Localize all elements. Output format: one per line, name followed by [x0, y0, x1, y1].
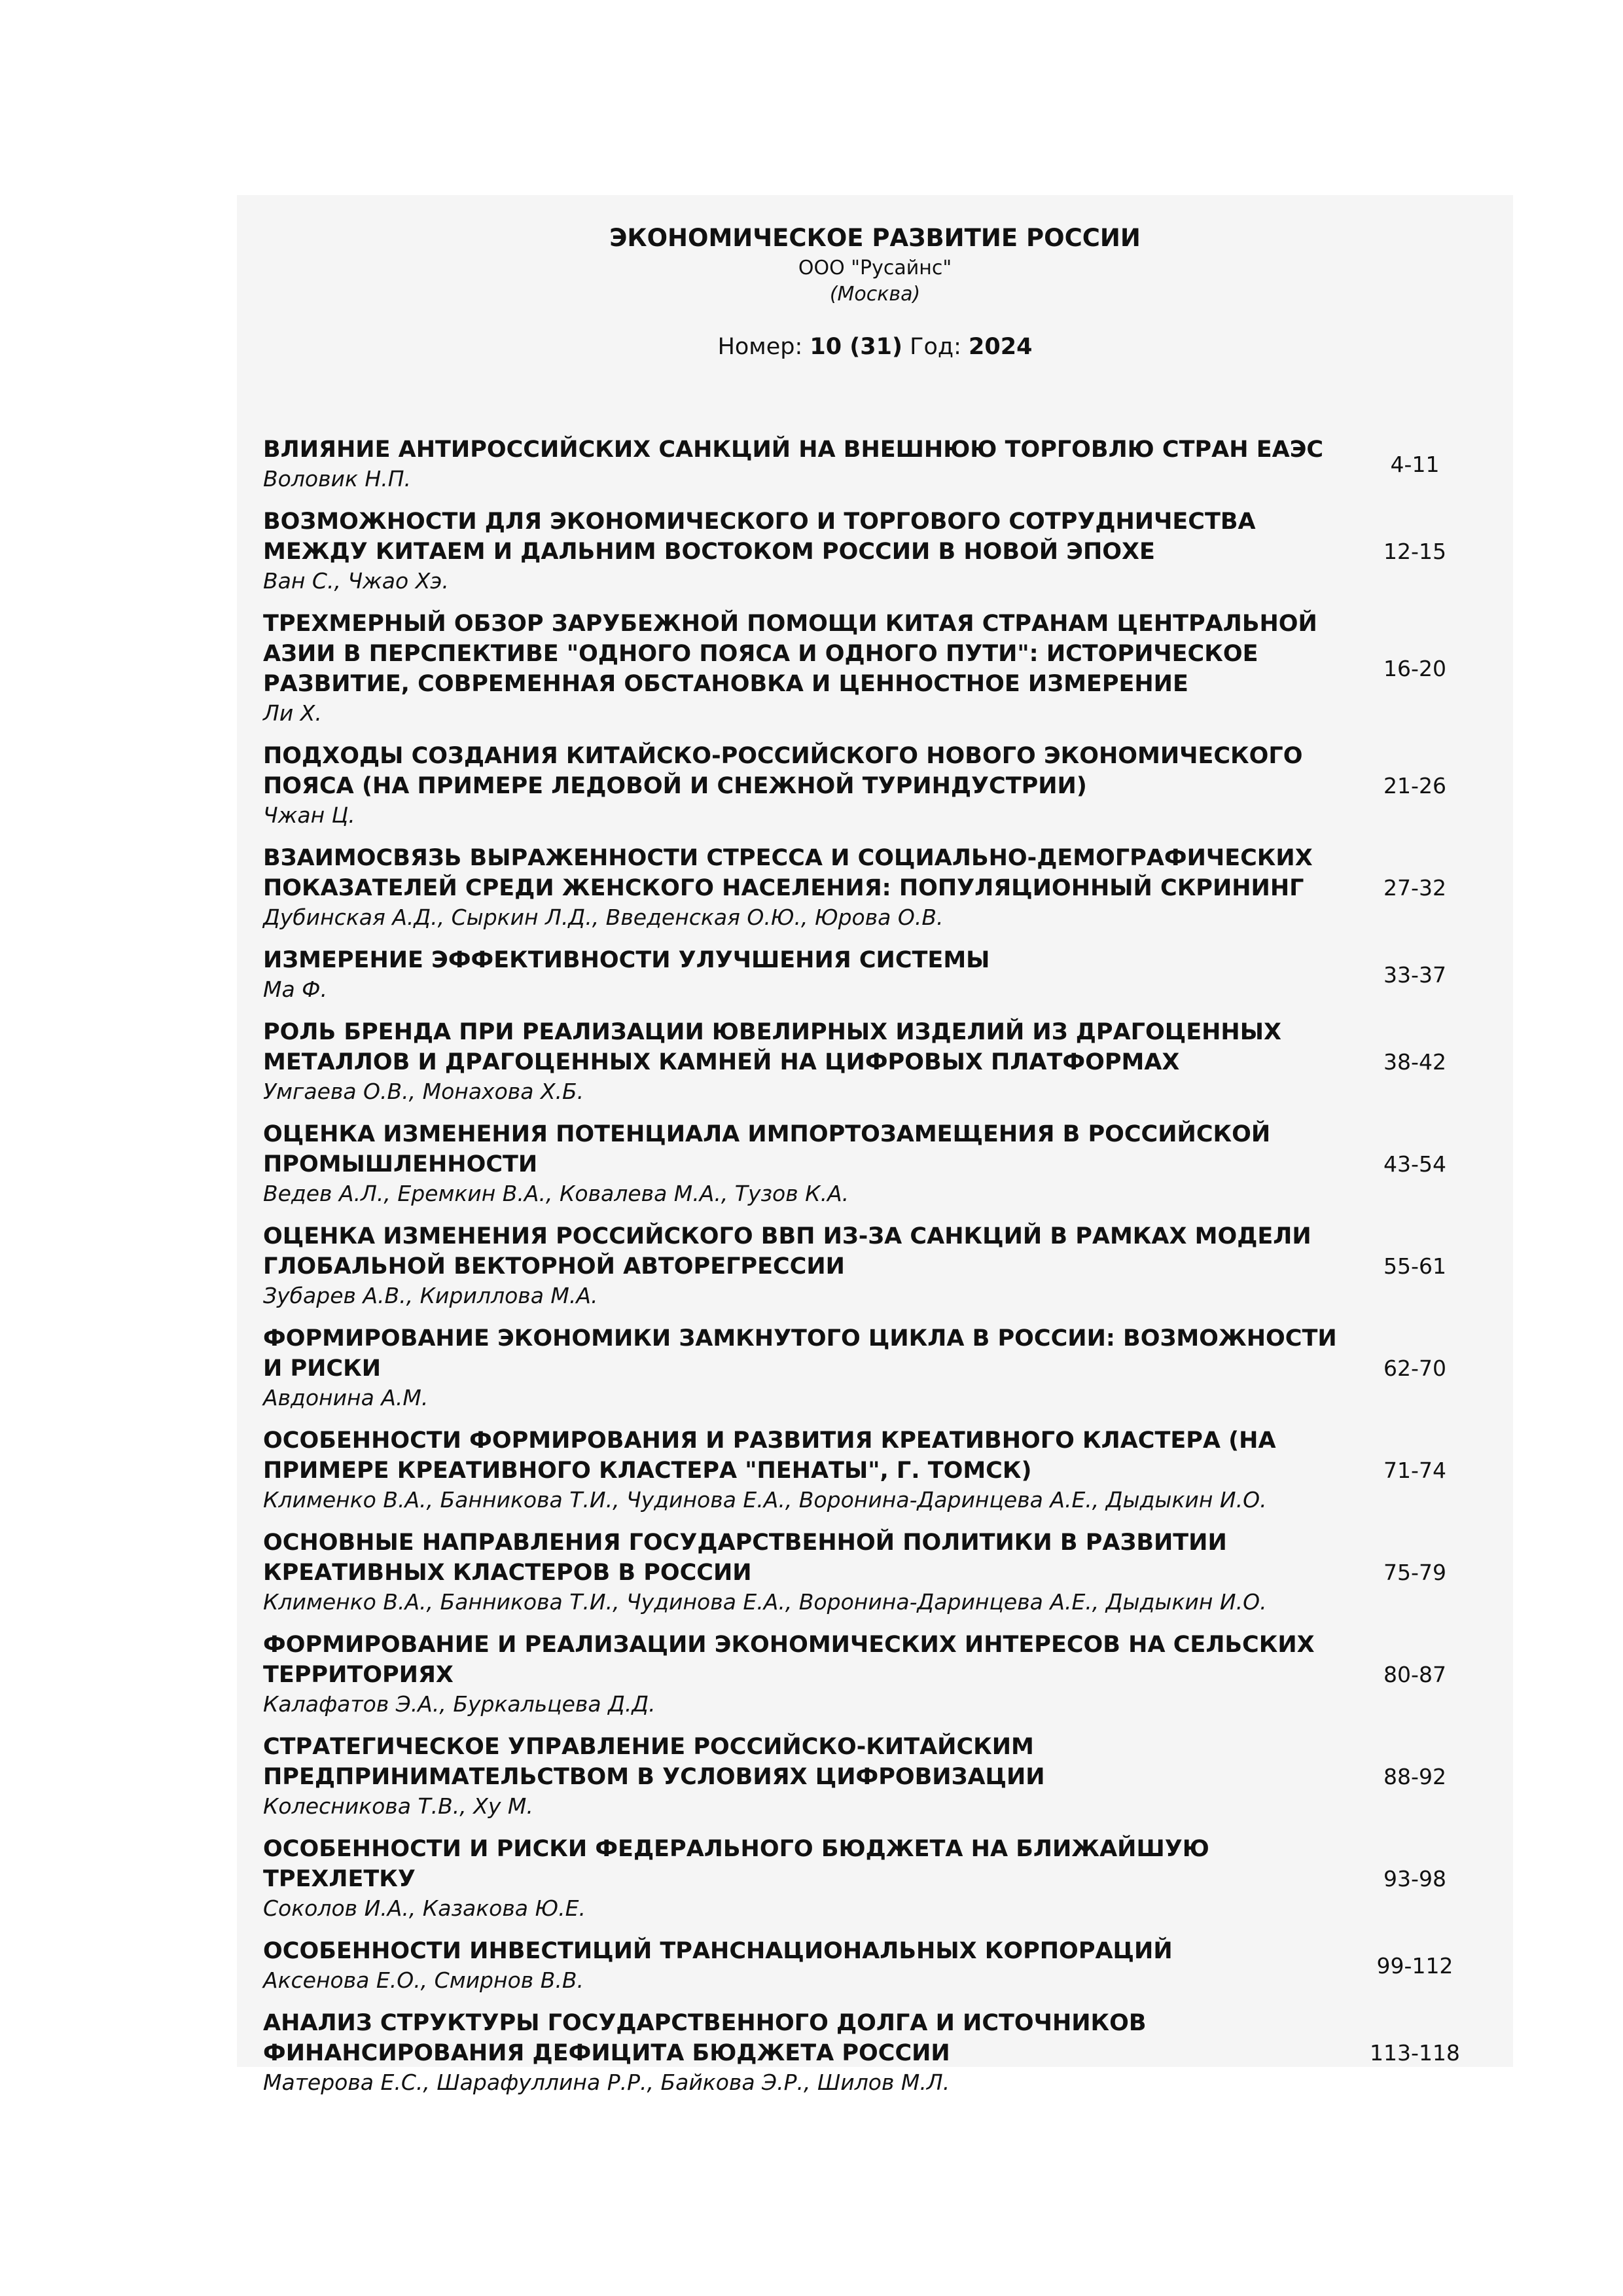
article-pages: 62-70 — [1383, 1355, 1446, 1381]
article-title[interactable]: ВЛИЯНИЕ АНТИРОССИЙСКИХ САНКЦИЙ НА ВНЕШНЮЮ ТОРГОВЛЮ СТРАН ЕАЭС — [263, 437, 1324, 463]
article-authors: Зубарев А.В., Кириллова М.А. — [263, 1283, 598, 1308]
article-title[interactable]: ТРЕХМЕРНЫЙ ОБЗОР ЗАРУБЕЖНОЙ ПОМОЩИ КИТАЯ СТРАНАМ ЦЕНТРАЛЬНОЙ АЗИИ В ПЕРСПЕКТИВЕ "ОДНОГО ПОЯСА И ОДНОГО ПУТИ": ИСТОРИЧЕСКОЕ РАЗВИТИЕ, СОВРЕМЕННАЯ ОБСТАНОВКА И ЦЕННОСТНОЕ ИЗМЕРЕНИЕ — [263, 611, 1317, 697]
article-authors: Колесникова Т.В., Ху М. — [263, 1793, 533, 1819]
article-authors: Аксенова Е.О., Смирнов В.В. — [263, 1967, 584, 1993]
article-pages: 27-32 — [1383, 874, 1446, 901]
article-authors: Авдонина А.М. — [263, 1385, 429, 1410]
article-pages: 16-20 — [1383, 655, 1446, 681]
article-authors: Калафатов Э.А., Буркальцева Д.Д. — [263, 1691, 656, 1717]
article-title[interactable]: ФОРМИРОВАНИЕ ЭКОНОМИКИ ЗАМКНУТОГО ЦИКЛА В РОССИИ: ВОЗМОЖНОСТИ И РИСКИ — [263, 1325, 1337, 1382]
issue-info — [237, 332, 1513, 361]
article-authors: Ли Х. — [263, 700, 322, 726]
article-pages: 33-37 — [1383, 961, 1446, 988]
article-pages: 4-11 — [1390, 451, 1440, 477]
toc-entry — [263, 2008, 1500, 2097]
article-authors: Дубинская А.Д., Сыркин Л.Д., Введенская О.Ю., Юрова О.В. — [263, 905, 944, 930]
article-title[interactable]: ОСНОВНЫЕ НАПРАВЛЕНИЯ ГОСУДАРСТВЕННОЙ ПОЛИТИКИ В РАЗВИТИИ КРЕАТИВНЫХ КЛАСТЕРОВ В РОССИИ — [263, 1530, 1227, 1586]
issue-number: 10 (31) — [810, 334, 902, 360]
year-label: Год: — [910, 334, 961, 360]
article-title[interactable]: АНАЛИЗ СТРУКТУРЫ ГОСУДАРСТВЕННОГО ДОЛГА И ИСТОЧНИКОВ ФИНАНСИРОВАНИЯ ДЕФИЦИТА БЮДЖЕТА РОССИИ — [263, 2010, 1147, 2066]
article-pages: 113-118 — [1370, 2039, 1460, 2066]
article-authors: Ведев А.Л., Еремкин В.А., Ковалева М.А., Тузов К.А. — [263, 1181, 849, 1206]
article-pages: 12-15 — [1383, 538, 1446, 564]
toc-entry — [263, 843, 1500, 932]
article-pages: 43-54 — [1383, 1151, 1446, 1177]
publisher-city: (Москва) — [829, 283, 921, 306]
toc-entry — [263, 1017, 1500, 1106]
toc-entry — [263, 1936, 1500, 1995]
table-of-contents — [263, 435, 1500, 2110]
article-authors: Ма Ф. — [263, 977, 328, 1002]
toc-entry — [263, 1528, 1500, 1617]
article-pages: 93-98 — [1383, 1865, 1446, 1892]
article-title[interactable]: ВЗАИМОСВЯЗЬ ВЫРАЖЕННОСТИ СТРЕССА И СОЦИАЛЬНО-ДЕМОГРАФИЧЕСКИХ ПОКАЗАТЕЛЕЙ СРЕДИ ЖЕНСКОГО НАСЕЛЕНИЯ: ПОПУЛЯЦИОННЫЙ СКРИНИНГ — [263, 845, 1313, 901]
article-title[interactable]: ФОРМИРОВАНИЕ И РЕАЛИЗАЦИИ ЭКОНОМИЧЕСКИХ ИНТЕРЕСОВ НА СЕЛЬСКИХ ТЕРРИТОРИЯХ — [263, 1632, 1315, 1688]
toc-entry — [263, 1323, 1500, 1412]
contents-panel — [237, 195, 1513, 2095]
article-title[interactable]: ПОДХОДЫ СОЗДАНИЯ КИТАЙСКО-РОССИЙСКОГО НОВОГО ЭКОНОМИЧЕСКОГО ПОЯСА (НА ПРИМЕРЕ ЛЕДОВОЙ И СНЕЖНОЙ ТУРИНДУСТРИИ) — [263, 743, 1303, 799]
article-title[interactable]: ОЦЕНКА ИЗМЕНЕНИЯ ПОТЕНЦИАЛА ИМПОРТОЗАМЕЩЕНИЯ В РОССИЙСКОЙ ПРОМЫШЛЕННОСТИ — [263, 1121, 1271, 1177]
article-pages: 38-42 — [1383, 1049, 1446, 1075]
toc-entry — [263, 1221, 1500, 1310]
article-authors: Клименко В.А., Банникова Т.И., Чудинова Е.А., Воронина-Даринцева А.Е., Дыдыкин И.О. — [263, 1589, 1267, 1615]
article-authors: Клименко В.А., Банникова Т.И., Чудинова Е.А., Воронина-Даринцева А.Е., Дыдыкин И.О. — [263, 1487, 1267, 1513]
journal-title: ЭКОНОМИЧЕСКОЕ РАЗВИТИЕ РОССИИ — [609, 224, 1141, 252]
toc-entry — [263, 1426, 1500, 1515]
article-authors: Воловик Н.П. — [263, 466, 412, 492]
toc-entry — [263, 1630, 1500, 1719]
article-pages: 71-74 — [1383, 1457, 1446, 1483]
article-pages: 80-87 — [1383, 1661, 1446, 1687]
article-authors: Матерова Е.С., Шарафуллина Р.Р., Байкова Э.Р., Шилов М.Л. — [263, 2070, 950, 2095]
article-title[interactable]: ОСОБЕННОСТИ И РИСКИ ФЕДЕРАЛЬНОГО БЮДЖЕТА НА БЛИЖАЙШУЮ ТРЕХЛЕТКУ — [263, 1836, 1209, 1892]
toc-entry — [263, 1732, 1500, 1821]
toc-entry — [263, 435, 1500, 493]
article-title[interactable]: СТРАТЕГИЧЕСКОЕ УПРАВЛЕНИЕ РОССИЙСКО-КИТАЙСКИМ ПРЕДПРИНИМАТЕЛЬСТВОМ В УСЛОВИЯХ ЦИФРОВИЗАЦИИ — [263, 1734, 1045, 1790]
issue-label: Номер: — [717, 334, 803, 360]
toc-entry — [263, 1834, 1500, 1923]
article-title[interactable]: ВОЗМОЖНОСТИ ДЛЯ ЭКОНОМИЧЕСКОГО И ТОРГОВОГО СОТРУДНИЧЕСТВА МЕЖДУ КИТАЕМ И ДАЛЬНИМ ВОСТОКОМ РОССИИ В НОВОЙ ЭПОХЕ — [263, 509, 1256, 565]
article-title[interactable]: РОЛЬ БРЕНДА ПРИ РЕАЛИЗАЦИИ ЮВЕЛИРНЫХ ИЗДЕЛИЙ ИЗ ДРАГОЦЕННЫХ МЕТАЛЛОВ И ДРАГОЦЕННЫХ КАМНЕЙ НА ЦИФРОВЫХ ПЛАТФОРМАХ — [263, 1019, 1281, 1075]
toc-entry — [263, 507, 1500, 596]
article-authors: Чжан Ц. — [263, 802, 355, 828]
article-pages: 88-92 — [1383, 1763, 1446, 1789]
toc-entry — [263, 1119, 1500, 1208]
article-title[interactable]: ОСОБЕННОСТИ ИНВЕСТИЦИЙ ТРАНСНАЦИОНАЛЬНЫХ КОРПОРАЦИЙ — [263, 1938, 1173, 1964]
article-pages: 21-26 — [1383, 772, 1446, 798]
toc-entry — [263, 945, 1500, 1004]
article-pages: 55-61 — [1383, 1253, 1446, 1279]
article-pages: 99-112 — [1376, 1952, 1454, 1979]
issue-year: 2024 — [969, 334, 1033, 360]
article-title[interactable]: ИЗМЕРЕНИЕ ЭФФЕКТИВНОСТИ УЛУЧШЕНИЯ СИСТЕМЫ — [263, 947, 990, 973]
publisher-name: ООО "Русайнс" — [798, 257, 952, 279]
article-pages: 75-79 — [1383, 1559, 1446, 1585]
article-authors: Соколов И.А., Казакова Ю.Е. — [263, 1895, 586, 1921]
article-title[interactable]: ОСОБЕННОСТИ ФОРМИРОВАНИЯ И РАЗВИТИЯ КРЕАТИВНОГО КЛАСТЕРА (НА ПРИМЕРЕ КРЕАТИВНОГО КЛАСТЕРА "ПЕНАТЫ", Г. ТОМСК) — [263, 1427, 1276, 1484]
article-authors: Ван С., Чжао Хэ. — [263, 568, 449, 594]
article-authors: Умгаева О.В., Монахова Х.Б. — [263, 1079, 584, 1104]
toc-entry — [263, 741, 1500, 830]
article-title[interactable]: ОЦЕНКА ИЗМЕНЕНИЯ РОССИЙСКОГО ВВП ИЗ-ЗА САНКЦИЙ В РАМКАХ МОДЕЛИ ГЛОБАЛЬНОЙ ВЕКТОРНОЙ АВТОРЕГРЕССИИ — [263, 1223, 1311, 1280]
toc-entry — [263, 609, 1500, 728]
